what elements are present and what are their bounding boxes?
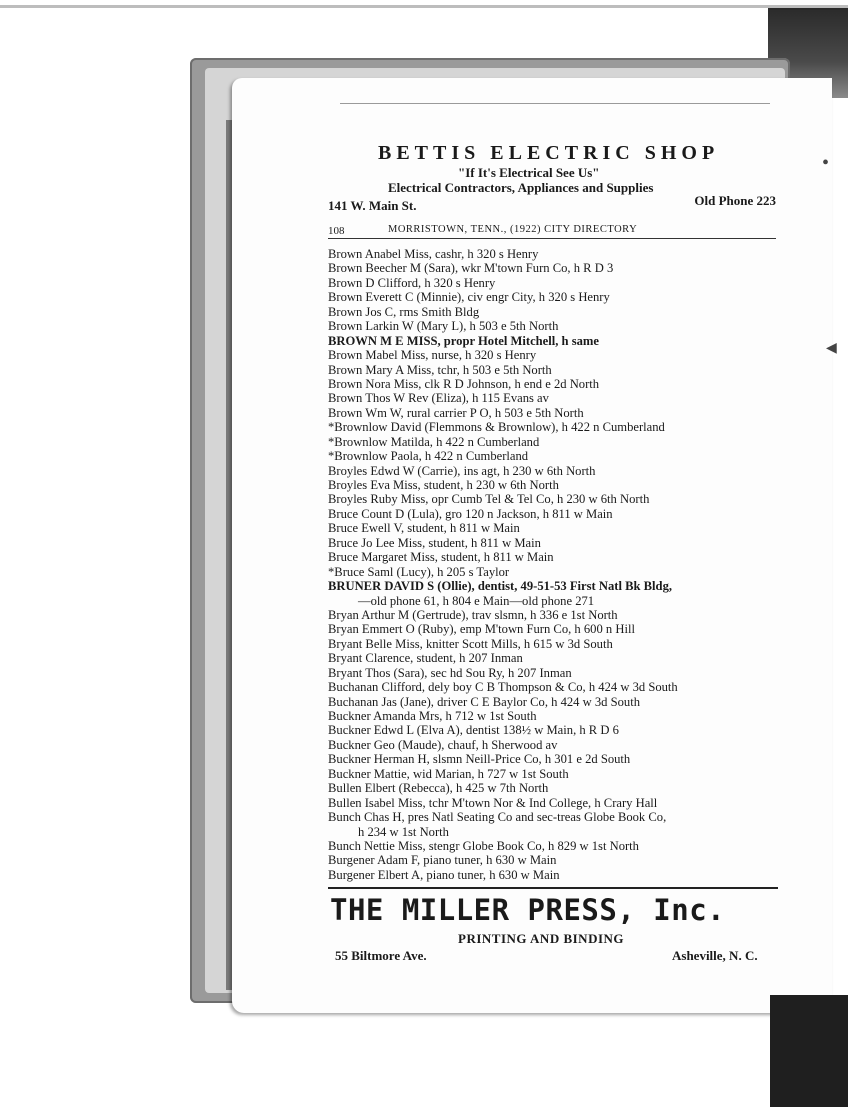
directory-entry: *Bruce Saml (Lucy), h 205 s Taylor <box>328 564 510 579</box>
directory-entry: Bullen Elbert (Rebecca), h 425 w 7th North <box>328 781 549 796</box>
directory-entry: Brown Wm W, rural carrier P O, h 503 e 5th North <box>328 405 584 420</box>
scan-edge-line <box>0 5 848 8</box>
directory-entry-continuation: h 234 w 1st North <box>358 824 449 839</box>
directory-entry: Brown Anabel Miss, cashr, h 320 s Henry <box>328 247 539 261</box>
directory-entry: *Brownlow David (Flemmons & Brownlow), h 422 n Cumberland <box>328 420 665 435</box>
footer-address: 55 Biltmore Ave. <box>335 948 427 963</box>
scan-mark-icon: ◀ <box>826 341 837 356</box>
directory-entry: Broyles Eva Miss, student, h 230 w 6th North <box>328 478 559 492</box>
directory-entry: Bullen Isabel Miss, tchr M'town Nor & Ind College, h Crary Hall <box>328 795 658 810</box>
directory-entry: Brown Jos C, rms Smith Bldg <box>328 304 480 319</box>
footer-rule <box>328 887 778 889</box>
running-head-text: MORRISTOWN, TENN., (1922) CITY DIRECTORY <box>388 224 638 235</box>
directory-entry: Brown Mabel Miss, nurse, h 320 s Henry <box>328 348 537 363</box>
directory-entry: Brown Nora Miss, clk R D Johnson, h end e 2d North <box>328 376 600 391</box>
shop-services: Electrical Contractors, Appliances and Supplies <box>388 180 654 195</box>
directory-entry: Buckner Mattie, wid Marian, h 727 w 1st South <box>328 766 569 781</box>
shop-phone: Old Phone 223 <box>694 193 776 208</box>
shop-slogan: "If It's Electrical See Us" <box>458 165 600 180</box>
directory-entry: Bunch Chas H, pres Natl Seating Co and sec-treas Globe Book Co, <box>328 810 667 825</box>
scan-dark-corner-bottom <box>770 995 848 1107</box>
directory-entries <box>328 247 788 882</box>
directory-entry: Broyles Edwd W (Carrie), ins agt, h 230 w 6th North <box>328 463 596 478</box>
directory-entry: Bryan Arthur M (Gertrude), trav slsmn, h 336 e 1st North <box>328 607 618 622</box>
footer-city: Asheville, N. C. <box>672 948 758 963</box>
directory-entry: Bryant Belle Miss, knitter Scott Mills, h 615 w 3d South <box>328 636 613 651</box>
page-top-rule <box>340 103 770 104</box>
page-number: 108 <box>328 225 345 237</box>
directory-entry: Burgener Elbert A, piano tuner, h 630 w Main <box>328 867 560 882</box>
directory-entry: Bryan Emmert O (Ruby), emp M'town Furn Co, h 600 n Hill <box>328 622 635 637</box>
directory-entry-continuation: —old phone 61, h 804 e Main—old phone 271 <box>358 593 595 608</box>
scan-speck-icon: • <box>822 152 830 174</box>
directory-entry: Buckner Edwd L (Elva A), dentist 138½ w Main, h R D 6 <box>328 723 619 738</box>
directory-entry: Bruce Jo Lee Miss, student, h 811 w Main <box>328 535 541 550</box>
footer-tagline: PRINTING AND BINDING <box>458 931 625 946</box>
directory-entry: *Brownlow Matilda, h 422 n Cumberland <box>328 434 540 449</box>
footer-company-name: THE MILLER PRESS, Inc. <box>330 893 726 927</box>
shop-name: BETTIS ELECTRIC SHOP <box>378 142 720 164</box>
directory-entry-featured: BROWN M E MISS, propr Hotel Mitchell, h same <box>328 333 599 348</box>
directory-entry: Brown Mary A Miss, tchr, h 503 e 5th North <box>328 362 552 377</box>
directory-entry: Brown D Clifford, h 320 s Henry <box>328 275 496 290</box>
directory-entry: Bunch Nettie Miss, stengr Globe Book Co, h 829 w 1st North <box>328 838 639 853</box>
directory-entry: Brown Larkin W (Mary L), h 503 e 5th North <box>328 319 559 334</box>
directory-entry: Brown Everett C (Minnie), civ engr City, h 320 s Henry <box>328 290 610 305</box>
directory-entry: Brown Thos W Rev (Eliza), h 115 Evans av <box>328 391 549 406</box>
directory-entry: Burgener Adam F, piano tuner, h 630 w Main <box>328 853 557 868</box>
directory-entry: Bruce Margaret Miss, student, h 811 w Main <box>328 550 554 565</box>
directory-entry: Bruce Count D (Lula), gro 120 n Jackson, h 811 w Main <box>328 506 613 521</box>
running-head-rule <box>328 238 776 239</box>
directory-entry: Buchanan Jas (Jane), driver C E Baylor Co, h 424 w 3d South <box>328 694 640 709</box>
directory-entry: Bryant Clarence, student, h 207 Inman <box>328 651 523 666</box>
directory-entry: Buckner Geo (Maude), chauf, h Sherwood av <box>328 737 558 752</box>
directory-entry: Buckner Amanda Mrs, h 712 w 1st South <box>328 709 537 723</box>
directory-entry: Buchanan Clifford, dely boy C B Thompson & Co, h 424 w 3d South <box>328 680 678 695</box>
directory-entry: *Brownlow Paola, h 422 n Cumberland <box>328 449 529 464</box>
shop-address: 141 W. Main St. <box>328 198 417 213</box>
directory-entry: Bryant Thos (Sara), sec hd Sou Ry, h 207 Inman <box>328 665 572 680</box>
directory-entry-featured: BRUNER DAVID S (Ollie), dentist, 49-51-53 First Natl Bk Bldg, <box>328 579 673 594</box>
directory-entry: Bruce Ewell V, student, h 811 w Main <box>328 521 520 536</box>
directory-entry: Buckner Herman H, slsmn Neill-Price Co, h 301 e 2d South <box>328 752 631 767</box>
directory-entry: Brown Beecher M (Sara), wkr M'town Furn Co, h R D 3 <box>328 261 614 276</box>
directory-entry: Broyles Ruby Miss, opr Cumb Tel & Tel Co, h 230 w 6th North <box>328 492 650 507</box>
